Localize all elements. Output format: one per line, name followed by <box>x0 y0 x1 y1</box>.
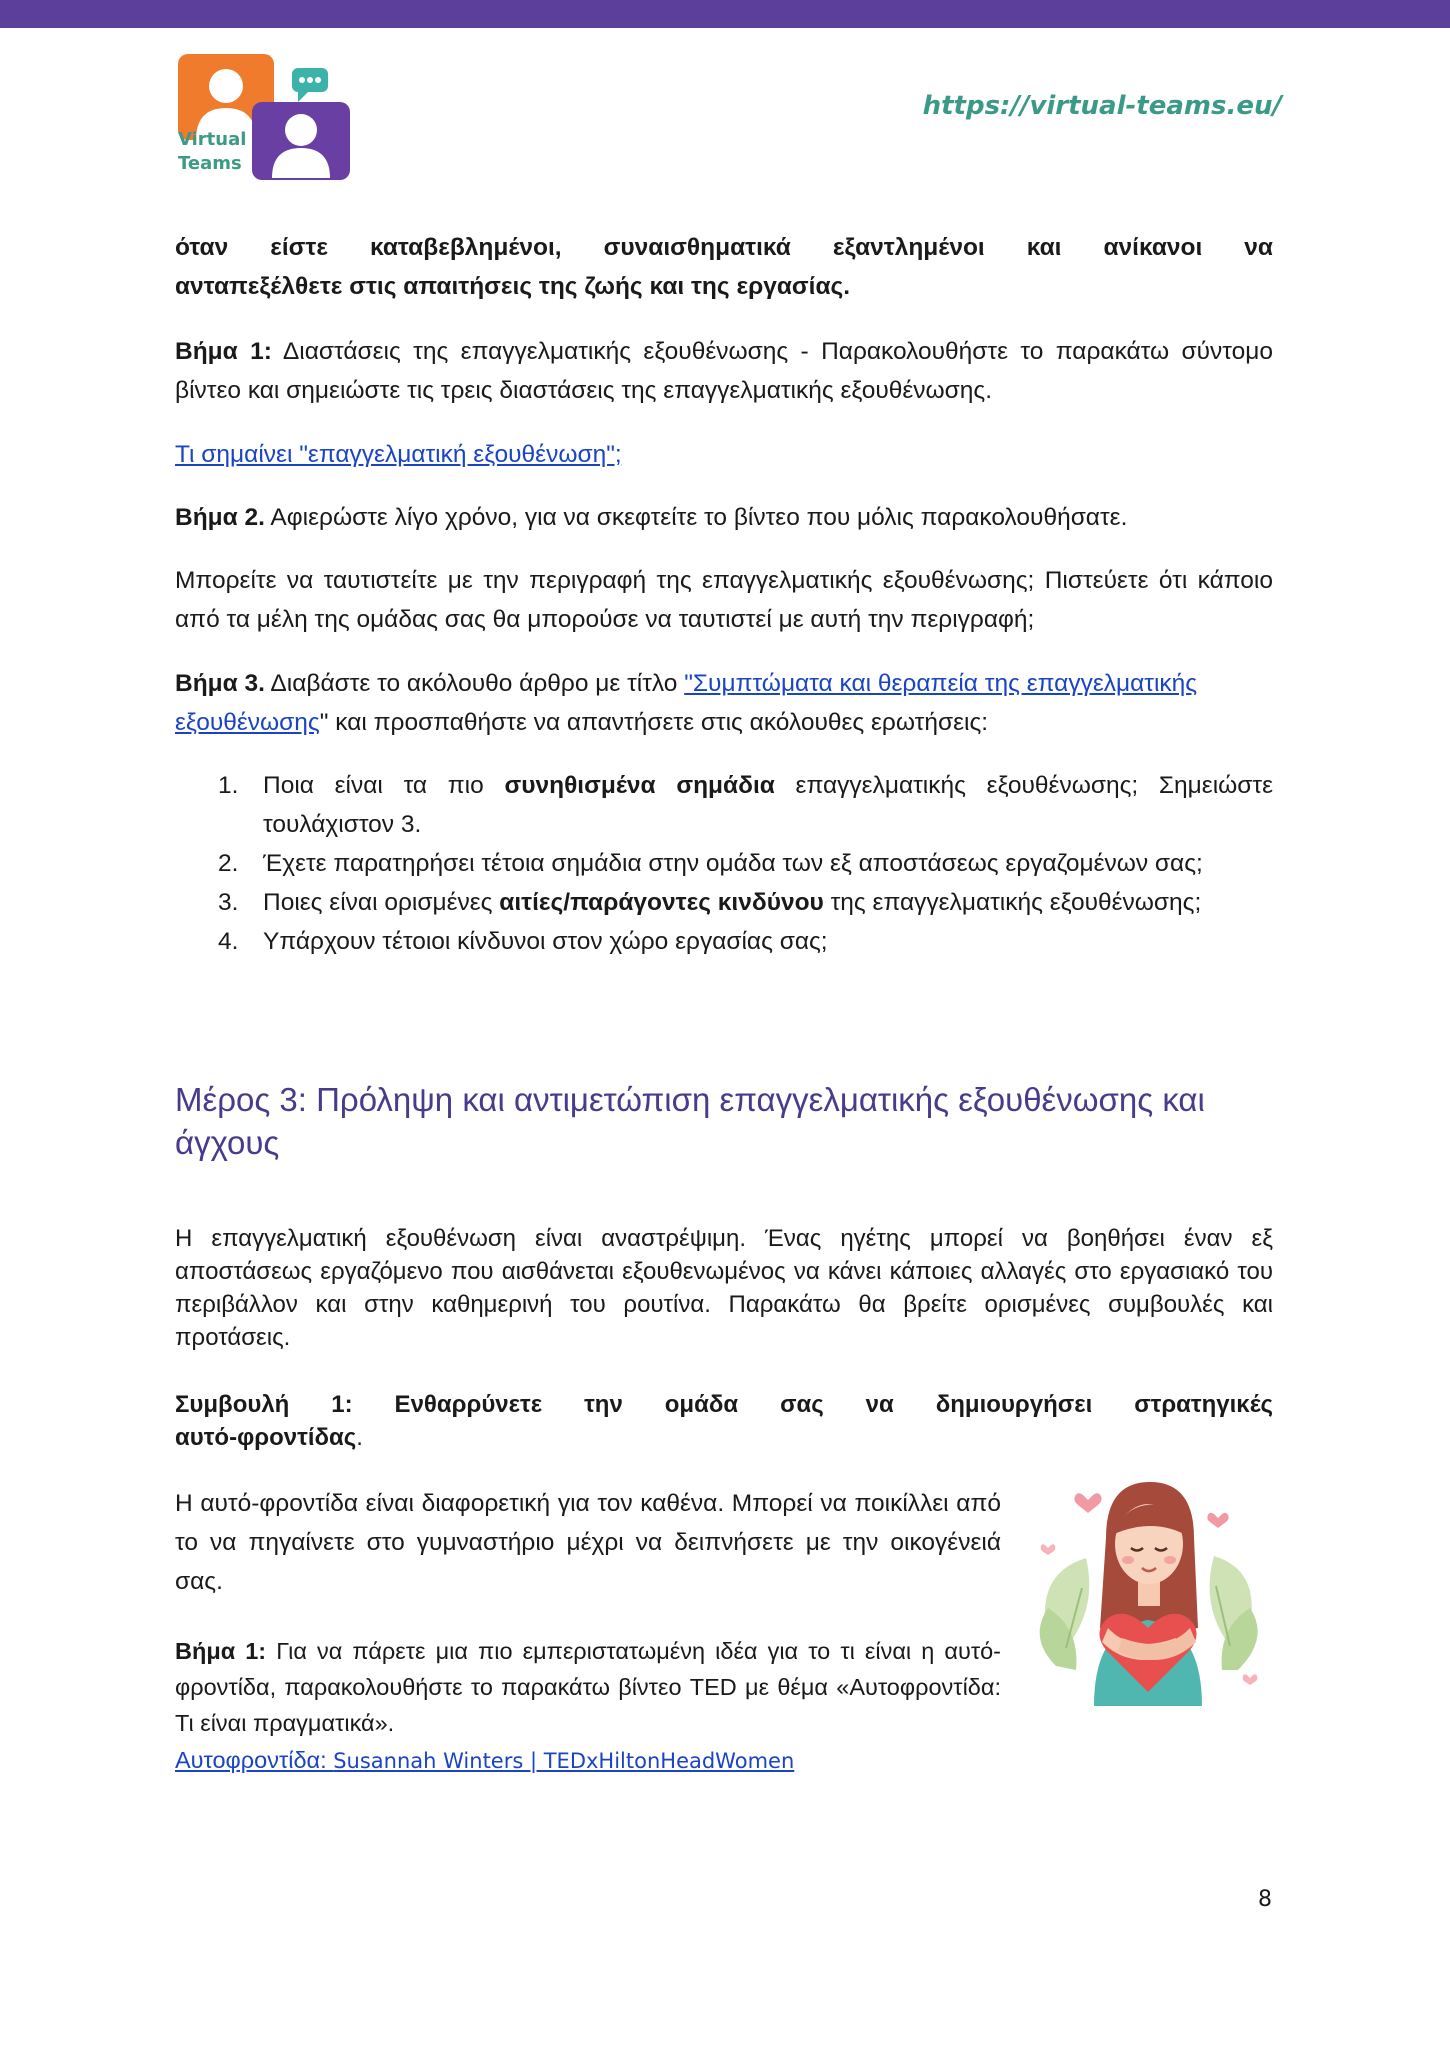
step-label: Βήμα 1: <box>175 338 272 365</box>
page-number: 8 <box>1258 1887 1272 1912</box>
self-care-hug-heart-illustration <box>1028 1478 1268 1706</box>
list-item: 2. Έχετε παρατηρήσει τέτοια σημάδια στην ομάδα των εξ αποστάσεως εργαζομένων σας; <box>218 850 1203 877</box>
section-heading: Μέρος 3: Πρόληψη και αντιμετώπιση επαγγελματικής εξουθένωσης και άγχους <box>175 1081 1205 1161</box>
reversible-paragraph: Η επαγγελματική εξουθένωση είναι αναστρέψιμη. Ένας ηγέτης μπορεί να βοηθήσει έναν εξ αποστάσεως εργαζόμενο που αισθάνεται εξουθενωμένος να κάνει κάποιες αλλαγές στο εργασιακό του περιβάλλον και στην καθημερινή του ρουτίνα. Παρακάτω θα βρείτε ορισμένες συμβουλές και προτάσεις. <box>175 1225 1273 1351</box>
ted-step-paragraph: Βήμα 1: Για να πάρετε μια πιο εμπεριστατωμένη ιδέα για το τι είναι η αυτό-φροντίδα, παρακολουθήστε το παρακάτω βίντεο TED με θέμα «Αυτοφροντίδα: Τι είναι πραγματικά». <box>175 1638 1001 1736</box>
ted-video-link[interactable]: Αυτοφροντίδα: Susannah Winters | TEDxHiltonHeadWomen <box>175 1747 795 1773</box>
website-url[interactable]: https://virtual-teams.eu/ <box>922 91 1282 121</box>
intro-paragraph: όταν είστε καταβεβλημένοι, συναισθηματικά εξαντλημένοι και ανίκανοι να ανταπεξέλθετε στις απαιτήσεις της ζωής και της εργασίας. <box>175 234 1273 300</box>
list-item: 3. Ποιες είναι ορισμένες αιτίες/παράγοντες κινδύνου της επαγγελματικής εξουθένωσης; <box>218 889 1202 916</box>
tip-1-heading: Συμβουλή 1: Ενθαρρύνετε την ομάδα σας να δημιουργήσει στρατηγικές αυτό-φροντίδας. <box>175 1391 1273 1451</box>
step-label: Βήμα 1: <box>175 1638 267 1664</box>
step-label: Βήμα 3. <box>175 670 265 697</box>
step-label: Βήμα 2. <box>175 504 265 531</box>
reflection-paragraph: Μπορείτε να ταυτιστείτε με την περιγραφή της επαγγελματικής εξουθένωσης; Πιστεύετε ότι κάποιο από τα μέλη της ομάδας σας θα μπορούσε να ταυτιστεί με αυτή την περιγραφή; <box>175 567 1273 633</box>
video-link-paragraph <box>175 435 1273 474</box>
top-brand-bar <box>0 0 1450 28</box>
questions-list <box>175 766 1273 961</box>
list-item: 4. Υπάρχουν τέτοιοι κίνδυνοι στον χώρο εργασίας σας; <box>218 928 828 955</box>
logo-wordmark: Virtual Teams <box>178 129 247 174</box>
burnout-video-link[interactable]: Τι σημαίνει "επαγγελματική εξουθένωση"; <box>175 441 622 468</box>
step-3-paragraph: Βήμα 3. Διαβάστε το ακόλουθο άρθρο με τίτλο "Συμπτώματα και θεραπεία της επαγγελματικής εξουθένωσης" και προσπαθήστε να απαντήσετε στις ακόλουθες ερωτήσεις: <box>175 670 1198 736</box>
step-2-paragraph: Βήμα 2. Αφιερώστε λίγο χρόνο, για να σκεφτείτε το βίντεο που μόλις παρακολουθήσατε. <box>175 504 1128 531</box>
article-link[interactable]: "Συμπτώματα και θεραπεία της επαγγελματικής <box>684 670 1198 697</box>
article-link-continued[interactable]: εξουθένωσης <box>175 709 320 736</box>
ted-link-paragraph <box>175 1742 1001 1779</box>
step-1-paragraph: Βήμα 1: Διαστάσεις της επαγγελματικής εξουθένωσης - Παρακολουθήστε το παρακάτω σύντομο βίντεο και σημειώστε τις τρεις διαστάσεις της επαγγελματικής εξουθένωσης. <box>175 338 1273 404</box>
self-care-paragraph: Η αυτό-φροντίδα είναι διαφορετική για τον καθένα. Μπορεί να ποικίλλει από το να πηγαίνετε στο γυμναστήριο μέχρι να δειπνήσετε με την οικογένειά σας. <box>175 1490 1001 1595</box>
list-item: 1. Ποια είναι τα πιο συνηθισμένα σημάδια επαγγελματικής εξουθένωσης; Σημειώστε τουλάχιστον 3. <box>218 772 1274 838</box>
